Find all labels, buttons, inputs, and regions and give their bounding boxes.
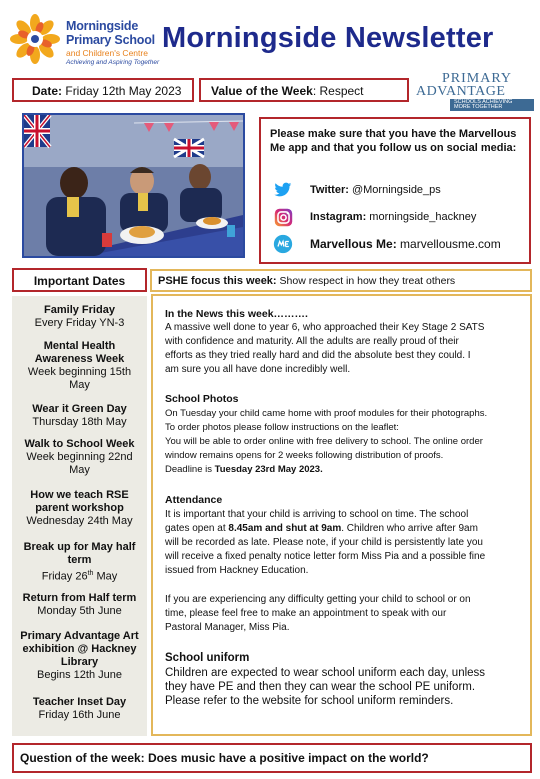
attendance-heading: Attendance bbox=[165, 494, 223, 506]
pshe-focus-box bbox=[150, 269, 532, 292]
pupils-lunch-photo bbox=[22, 113, 245, 258]
date-item-break-up: Break up for May half term Friday 26th May bbox=[23, 541, 136, 583]
date-item-art-exhibition: Primary Advantage Art exhibition @ Hackney Library Begins 12th June bbox=[20, 630, 139, 681]
newsletter-title: Morningside Newsletter bbox=[162, 22, 494, 54]
attendance-body: It is important that your child is arriving to school on time. The school gates open at 8.45am and shut at 9am. Children who arrive after 9am will be recorded as late. Please note, if your child is persistently late you will receive a fixed penalty notice letter form Miss Pia and a possible fine issued from Hackney Education. bbox=[165, 509, 486, 576]
marvellous-me-label: Marvellous Me: bbox=[310, 237, 397, 251]
pa-logo-line2: ADVANTAGE bbox=[416, 84, 506, 99]
school-name-line2: Primary School bbox=[66, 33, 155, 47]
twitter-icon bbox=[273, 180, 293, 200]
instagram-handle: morningside_hackney bbox=[366, 211, 477, 223]
twitter-row[interactable] bbox=[273, 179, 441, 201]
marvellous-me-handle: marvellousme.com bbox=[396, 237, 501, 251]
date-item-wear-it-green: Wear it Green Day Thursday 18th May bbox=[32, 403, 127, 428]
instagram-icon bbox=[273, 207, 293, 227]
social-media-box bbox=[259, 117, 531, 264]
date-value: Friday 12th May 2023 bbox=[65, 84, 182, 98]
pa-logo-line1: PRIMARY bbox=[442, 71, 513, 86]
date-item-rse-workshop: How we teach RSE parent workshop Wednesday 24th May bbox=[26, 489, 133, 527]
marvellous-me-row[interactable] bbox=[273, 233, 501, 255]
main-content-panel bbox=[151, 294, 532, 736]
date-item-mental-health: Mental Health Awareness Week Week beginning 15th May bbox=[27, 340, 132, 391]
marvellous-me-icon bbox=[273, 234, 293, 254]
value-of-week-value: : Respect bbox=[312, 84, 364, 98]
question-of-the-week: Question of the week: Does music have a positive impact on the world? bbox=[12, 743, 532, 773]
important-dates-header: Important Dates bbox=[12, 268, 147, 292]
pshe-value: Show respect in how they treat others bbox=[276, 275, 456, 287]
photos-heading: School Photos bbox=[165, 393, 239, 405]
date-label: Date: bbox=[32, 84, 63, 98]
uniform-body: Children are expected to wear school uniform each day, unless they have PE and then they can wear the school PE uniform. Please refer to the website for school uniform reminders. bbox=[165, 667, 486, 707]
attendance-contact-text: If you are experiencing any difficulty getting your child to school or on time, please feel free to make an appointment to speak with our Pastoral Manager, Miss Pia. bbox=[165, 594, 471, 633]
news-heading: In the News this week………. bbox=[165, 308, 308, 320]
value-of-week-label: Value of the Week bbox=[211, 84, 313, 98]
uniform-heading: School uniform bbox=[165, 652, 250, 664]
photos-deadline: Tuesday 23rd May 2023. bbox=[214, 464, 323, 475]
date-item-return-half-term: Return from Half term Monday 5th June bbox=[22, 592, 137, 617]
news-body: A massive well done to year 6, who approached their Key Stage 2 SATS with confidence and maturity. All the adults are really proud of their efforts as they tried really hard and did the absolute best they could. I am sure you all have done incredibly well. bbox=[165, 322, 485, 375]
school-name-line3: and Children's Centre bbox=[66, 48, 148, 58]
twitter-label: Twitter: bbox=[310, 184, 349, 196]
union-jack-flag-icon bbox=[24, 115, 50, 147]
school-logo-mark-icon bbox=[10, 14, 60, 64]
date-box bbox=[12, 78, 194, 102]
primary-advantage-logo bbox=[416, 68, 534, 112]
photos-body: On Tuesday your child came home with proof modules for their photographs. To order photos please follow instructions on the leaflet: You will be able to order online with free delivery to school. The online order window remains opens for 2 weeks following distribution of proofs. Deadline is Tuesday 23rd May 2023. bbox=[165, 408, 488, 475]
date-item-walk-to-school: Walk to School Week Week beginning 22nd May bbox=[24, 438, 135, 476]
value-of-week-box bbox=[199, 78, 409, 102]
photo-illustration bbox=[24, 115, 243, 256]
instagram-label: Instagram: bbox=[310, 211, 367, 223]
date-item-family-friday: Family Friday Every Friday YN-3 bbox=[34, 304, 125, 329]
school-motto: Achieving and Aspiring Together bbox=[66, 59, 160, 66]
social-intro-text: Please make sure that you have the Marvellous Me app and that you follow us on social media: bbox=[270, 128, 517, 154]
school-name-line1: Morningside bbox=[66, 19, 139, 33]
date-item-teacher-inset: Teacher Inset Day Friday 16th June bbox=[32, 696, 127, 721]
important-dates-panel bbox=[12, 296, 147, 736]
instagram-row[interactable] bbox=[273, 206, 476, 228]
twitter-handle: @Morningside_ps bbox=[348, 184, 441, 196]
school-logo bbox=[8, 10, 158, 72]
attendance-gate-times: 8.45am and shut at 9am bbox=[228, 523, 342, 534]
pa-logo-tagline: SCHOOLS ACHIEVING MORE TOGETHER bbox=[450, 99, 534, 111]
pshe-label: PSHE focus this week: bbox=[158, 275, 277, 287]
